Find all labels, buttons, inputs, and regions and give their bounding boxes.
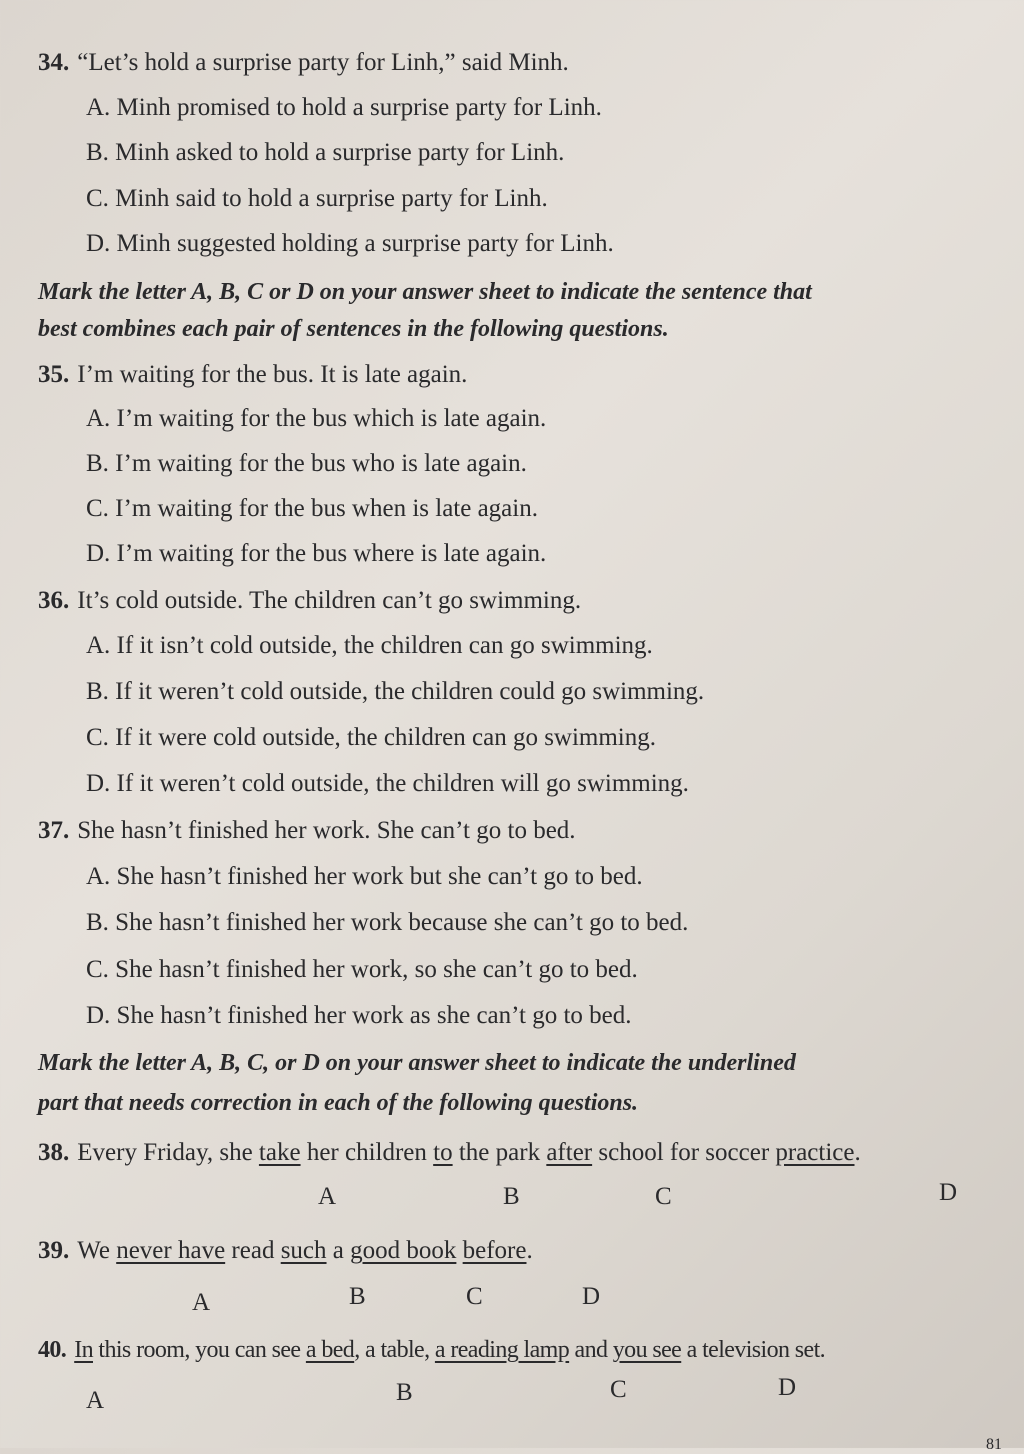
option-c: C. I’m waiting for the bus when is late again. [86, 495, 538, 522]
option-b: B. If it weren’t cold outside, the children could go swimming. [86, 678, 705, 705]
option-a: A. If it isn’t cold outside, the children can go swimming. [86, 632, 653, 659]
letter-b: B [396, 1379, 413, 1406]
question-number: 38. [38, 1139, 70, 1166]
sentence-part: and [569, 1337, 613, 1363]
sentence-part: . [854, 1139, 861, 1166]
option-a: A. Minh promised to hold a surprise party for Linh. [86, 94, 602, 121]
instruction-line: Mark the letter A, B, C, or D on your answer sheet to indicate the underlined [38, 1050, 796, 1076]
question-40 [38, 1338, 825, 1362]
question-stem: It’s cold outside. The children can’t go swimming. [77, 587, 582, 614]
sentence-part: We [77, 1237, 117, 1264]
underlined-part-d: you see [612, 1337, 682, 1363]
underlined-part-b: to [433, 1139, 453, 1166]
question-number: 40. [38, 1337, 67, 1363]
question-38 [38, 1140, 861, 1165]
letter-a: A [318, 1183, 337, 1210]
option-d: D. I’m waiting for the bus where is late again. [86, 540, 547, 567]
letter-c: C [655, 1183, 672, 1210]
question-number: 37. [38, 817, 70, 844]
sentence-part: , a table, [354, 1337, 435, 1363]
letter-d: D [778, 1374, 797, 1401]
sentence-part: a television set. [681, 1337, 826, 1363]
underlined-part-a: take [258, 1139, 301, 1166]
letter-a: A [86, 1387, 105, 1414]
option-a: A. She hasn’t finished her work but she can’t go to bed. [86, 863, 643, 890]
instruction-line: best combines each pair of sentences in the following questions. [38, 316, 669, 342]
question-number: 34. [38, 49, 70, 76]
option-d: D. She hasn’t finished her work as she can’t go to bed. [86, 1002, 632, 1029]
question-stem: “Let’s hold a surprise party for Linh,” said Minh. [77, 49, 569, 76]
underlined-part-b: such [280, 1237, 327, 1264]
instruction-line: part that needs correction in each of the following questions. [38, 1090, 639, 1116]
underlined-part-c: after [546, 1139, 593, 1166]
letter-c: C [610, 1376, 627, 1403]
sentence-part: . [526, 1237, 533, 1264]
question-stem: I’m waiting for the bus. It is late again. [77, 361, 468, 388]
question-34 [38, 50, 569, 75]
letter-a: A [192, 1289, 211, 1316]
option-c: C. If it were cold outside, the children can go swimming. [86, 724, 657, 751]
underlined-part-d: practice [775, 1139, 855, 1166]
sentence-part: read [225, 1237, 281, 1264]
underlined-part-b: a bed [305, 1337, 355, 1363]
question-stem: She hasn’t finished her work. She can’t go to bed. [77, 817, 576, 844]
question-35 [38, 362, 467, 387]
letter-d: D [939, 1179, 958, 1206]
option-b: B. She hasn’t finished her work because she can’t go to bed. [86, 909, 689, 936]
page-number: 81 [986, 1436, 1002, 1453]
question-number: 39. [38, 1237, 70, 1264]
letter-b: B [349, 1283, 366, 1310]
underlined-part-a: never have [116, 1237, 226, 1264]
letter-b: B [503, 1183, 520, 1210]
option-b: B. I’m waiting for the bus who is late again. [86, 450, 527, 477]
underlined-part-c: good book [350, 1237, 457, 1264]
sentence-part: this room, you can see [93, 1337, 306, 1363]
underlined-part-c: a reading lamp [434, 1337, 570, 1363]
option-d: D. If it weren’t cold outside, the children will go swimming. [86, 770, 689, 797]
question-number: 36. [38, 587, 70, 614]
option-a: A. I’m waiting for the bus which is late again. [86, 405, 547, 432]
sentence-part: her children [300, 1139, 434, 1166]
underlined-part-d: before [462, 1237, 527, 1264]
sentence-part: the park [452, 1139, 547, 1166]
question-39 [38, 1238, 533, 1263]
sentence-part: Every Friday, she [77, 1139, 259, 1166]
underlined-part-a: In [74, 1337, 93, 1363]
letter-d: D [582, 1283, 601, 1310]
instruction-line: Mark the letter A, B, C or D on your answer sheet to indicate the sentence that [38, 279, 812, 305]
option-d: D. Minh suggested holding a surprise party for Linh. [86, 230, 614, 257]
question-number: 35. [38, 361, 70, 388]
option-c: C. Minh said to hold a surprise party for Linh. [86, 185, 548, 212]
sentence-part: school for soccer [592, 1139, 776, 1166]
question-37 [38, 818, 576, 843]
sentence-part: a [326, 1237, 351, 1264]
letter-c: C [466, 1283, 483, 1310]
option-c: C. She hasn’t finished her work, so she can’t go to bed. [86, 956, 638, 983]
question-36 [38, 588, 581, 613]
option-b: B. Minh asked to hold a surprise party for Linh. [86, 139, 565, 166]
